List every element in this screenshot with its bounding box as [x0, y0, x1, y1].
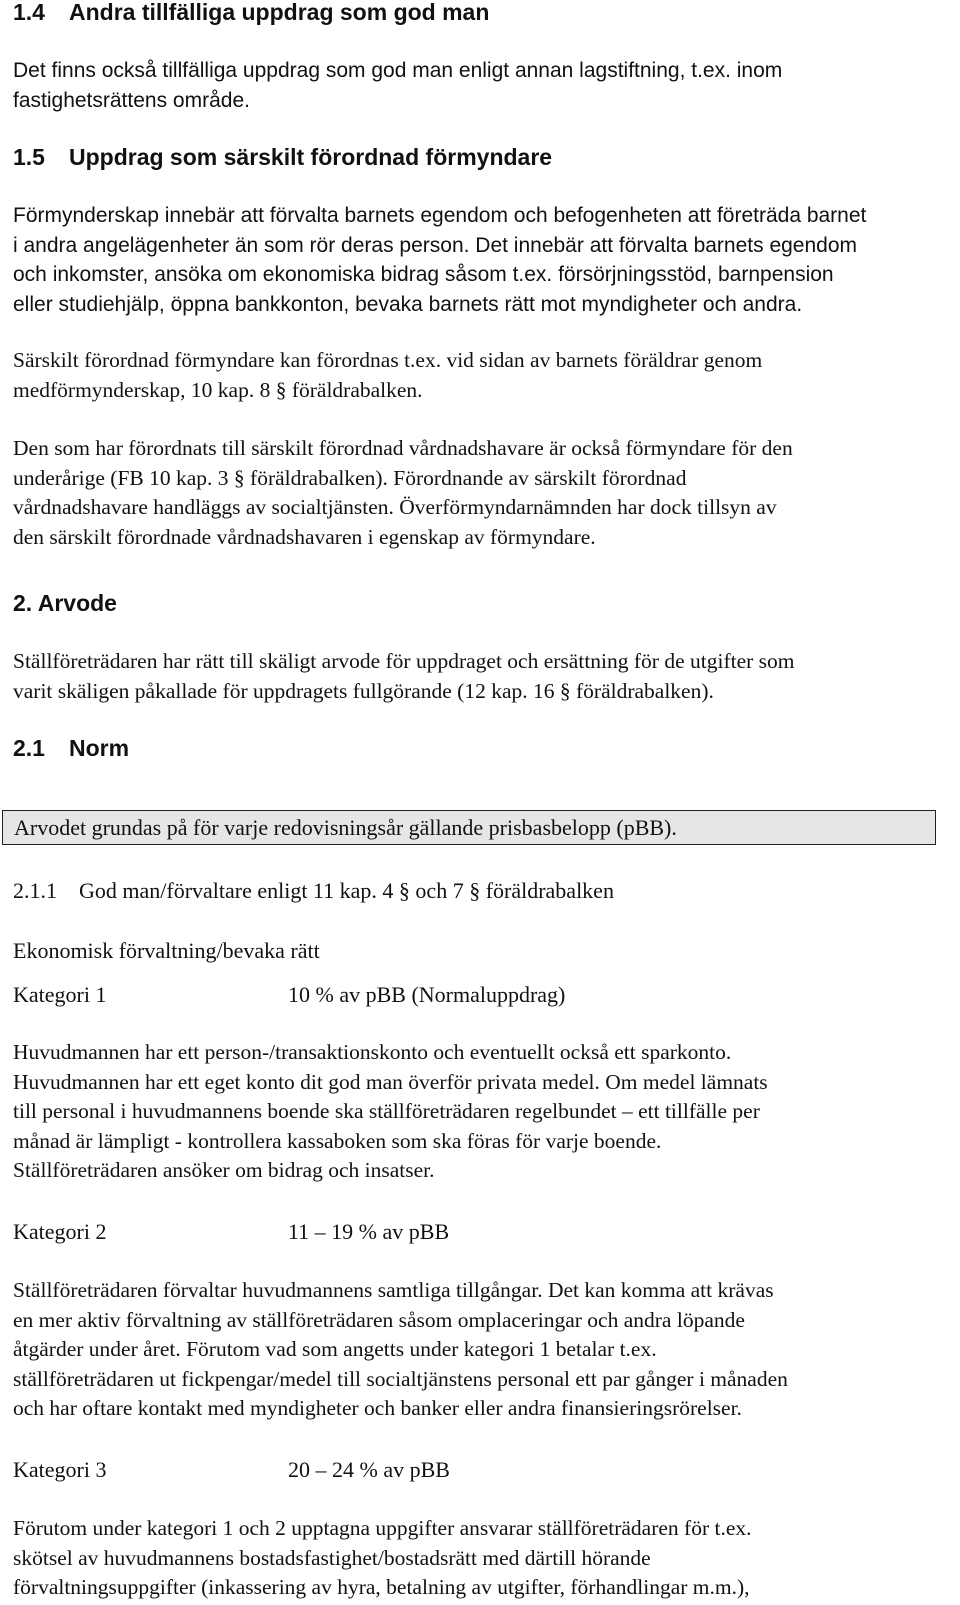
text-line: åtgärder under året. Förutom vad som angetts under kategori 1 betalar t.ex. [13, 1337, 657, 1361]
section-1-5-paragraph-3 [13, 434, 953, 552]
text-line: Förutom under kategori 1 och 2 upptagna uppgifter ansvarar ställföreträdaren för t.ex. [13, 1516, 752, 1540]
category-value: 11 – 19 % av pBB [288, 1219, 450, 1244]
text-line: Förmynderskap innebär att förvalta barnets egendom och befogenheten att företräda barnet [13, 204, 867, 227]
section-2-1-heading [13, 734, 129, 762]
subheading-ekonomisk-forvaltning: Ekonomisk förvaltning/bevaka rätt [13, 938, 320, 963]
text-line: Ställföreträdaren ansöker om bidrag och insatser. [13, 1158, 435, 1182]
text-line: underårige (FB 10 kap. 3 § föräldrabalken). Förordnande av särskilt förordnad [13, 465, 687, 490]
section-1-5-paragraph-1 [13, 201, 953, 319]
text-line: Särskilt förordnad förmyndare kan förordnas t.ex. vid sidan av barnets föräldrar genom [13, 348, 763, 372]
text-line: förvaltningsuppgifter (inkassering av hyra, betalning av utgifter, förhandlingar m.m.), [13, 1575, 750, 1599]
text-line: vårdnadshavare handläggs av socialtjänsten. Överförmyndarnämnden har dock tillsyn av [13, 495, 777, 519]
norm-text: Arvodet grundas på för varje redovisningsår gällande prisbasbelopp (pBB). [14, 815, 677, 840]
category-label: Kategori 2 [13, 1219, 107, 1244]
norm-highlight-box [2, 810, 936, 845]
section-2-heading [13, 589, 117, 617]
section-1-5-heading [13, 143, 552, 171]
section-title: 2. Arvode [13, 590, 117, 616]
text-line: i andra angelägenheter än som rör deras person. Det innebär att förvalta barnets egendom [13, 233, 858, 257]
section-2-1-1-heading: 2.1.1 God man/förvaltare enligt 11 kap. 4 § och 7 § föräldrabalken [13, 878, 614, 903]
text-line: den särskilt förordnade vårdnadshavaren i egenskap av förmyndare. [13, 524, 596, 549]
category-1-row [13, 980, 566, 1009]
text-line: medförmynderskap, 10 kap. 8 § föräldrabalken. [13, 377, 423, 402]
text-line: Huvudmannen har ett eget konto dit god man överför privata medel. Om medel lämnats [13, 1069, 768, 1094]
text-line: och inkomster, ansöka om ekonomiska bidrag såsom t.ex. försörjningsstöd, barnpension [13, 263, 834, 286]
category-3-description [13, 1514, 953, 1603]
section-1-4-heading [13, 0, 489, 26]
text-line: skötsel av huvudmannens bostadsfastighet/bostadsrätt med därtill hörande [13, 1545, 651, 1570]
text-line: månad är lämpligt - kontrollera kassaboken som ska föras för varje boende. [13, 1128, 662, 1153]
section-number: 2.1 [13, 735, 45, 761]
section-2-paragraph [13, 647, 953, 706]
category-value: 10 % av pBB (Normaluppdrag) [288, 982, 566, 1007]
text-line: till personal i huvudmannens boende ska ställföreträdaren regelbundet – ett tillfälle per [13, 1099, 760, 1123]
category-2-row [13, 1217, 450, 1246]
category-label: Kategori 3 [13, 1457, 107, 1482]
text-line: Huvudmannen har ett person-/transaktionskonto och eventuellt också ett sparkonto. [13, 1040, 732, 1064]
section-1-4-paragraph [13, 56, 953, 115]
category-3-row [13, 1455, 450, 1484]
category-1-description [13, 1038, 953, 1186]
category-value: 20 – 24 % av pBB [288, 1457, 450, 1482]
text-line: ställföreträdaren ut fickpengar/medel till socialtjänstens personal ett par gånger i månaden [13, 1366, 788, 1391]
section-title: Norm [68, 735, 130, 761]
section-1-5-paragraph-2 [13, 346, 953, 405]
text-line: fastighetsrättens område. [13, 88, 250, 112]
text-line: Ställföreträdaren har rätt till skäligt arvode för uppdraget och ersättning för de utgifter som [13, 649, 795, 673]
text-line: Ställföreträdaren förvaltar huvudmannens samtliga tillgångar. Det kan komma att krävas [13, 1278, 774, 1302]
text-line: varit skäligen påkallade för uppdragets fullgörande (12 kap. 16 § föräldrabalken). [13, 678, 714, 703]
text-line: Den som har förordnats till särskilt förordnad vårdnadshavare är också förmyndare för den [13, 436, 793, 460]
category-label: Kategori 1 [13, 982, 107, 1007]
text-line: och har oftare kontakt med myndigheter och banker eller andra finansieringsrörelser. [13, 1396, 742, 1420]
section-title: Andra tillfälliga uppdrag som god man [68, 0, 490, 25]
section-number: 1.5 [13, 144, 45, 170]
text-line: eller studiehjälp, öppna bankkonton, bevaka barnets rätt mot myndigheter och andra. [13, 292, 803, 316]
section-number: 1.4 [13, 0, 45, 25]
section-title: Uppdrag som särskilt förordnad förmyndare [68, 144, 553, 170]
text-line: Det finns också tillfälliga uppdrag som god man enligt annan lagstiftning, t.ex. inom [13, 59, 783, 82]
text-line: en mer aktiv förvaltning av ställföreträdaren såsom omplaceringar och andra löpande [13, 1307, 745, 1332]
category-2-description [13, 1276, 953, 1424]
